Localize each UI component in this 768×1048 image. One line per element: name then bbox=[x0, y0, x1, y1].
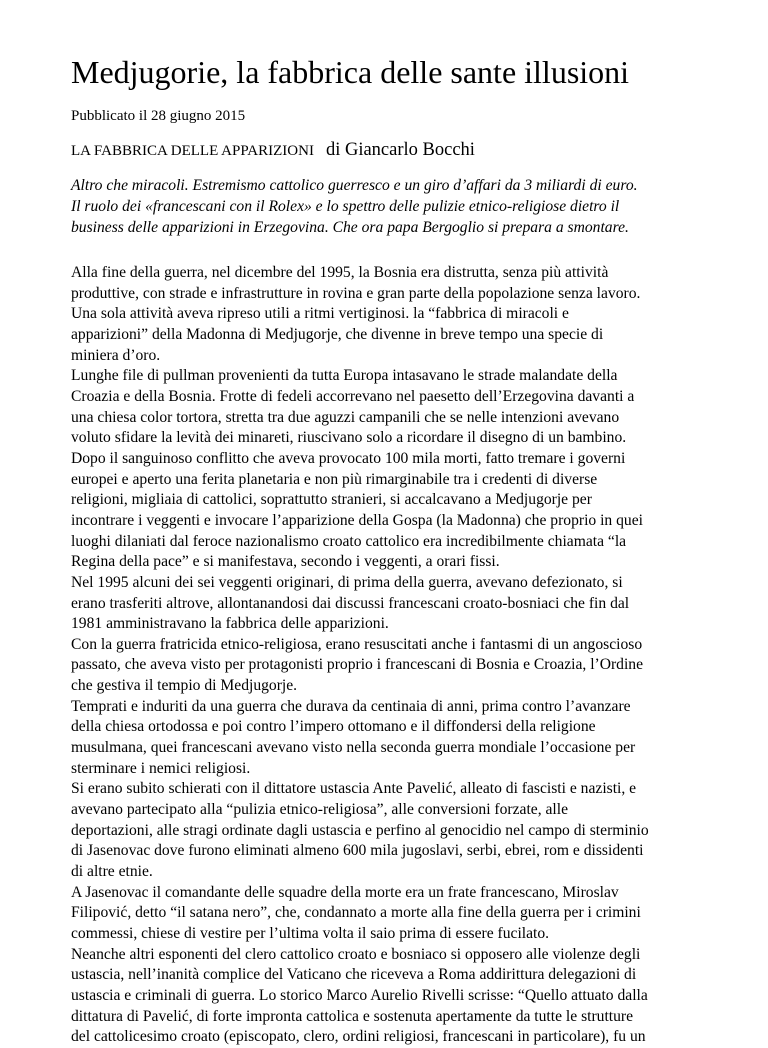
body-line: ustascia, nell’inanità complice del Vaticano che riceveva a Roma addirittura delegazioni di bbox=[71, 966, 637, 984]
body-line: voluto sfidare la levità dei minareti, riuscivano solo a ricordare il disegno di un bambino. bbox=[71, 429, 627, 447]
body-line: A Jasenovac il comandante delle squadre della morte era un frate francescano, Miroslav bbox=[71, 883, 619, 901]
body-line: incontrare i veggenti e invocare l’apparizione della Gospa (la Madonna) che proprio in quei bbox=[71, 511, 643, 529]
body-line: del cattolicesimo croato (episcopato, clero, ordini religiosi, francescani in particolare), fu un bbox=[71, 1028, 646, 1046]
body-line: religioni, migliaia di cattolici, soprattutto stranieri, si accalcavano a Medjugorje per bbox=[71, 491, 592, 509]
body-line: di Jasenovac dove furono eliminati almeno 600 mila jugoslavi, serbi, ebrei, rom e dissidenti bbox=[71, 842, 644, 860]
body-line: produttive, con strade e infrastrutture in rovina e gran parte della popolazione senza lavoro. bbox=[71, 284, 641, 302]
body-line: deportazioni, alle stragi ordinate dagli ustascia e perfino al genocidio nel campo di sterminio bbox=[71, 821, 649, 839]
body-line: Temprati e induriti da una guerra che durava da centinaia di anni, prima contro l’avanzare bbox=[71, 697, 631, 715]
byline bbox=[71, 139, 475, 162]
body-line: Dopo il sanguinoso conflitto che aveva provocato 100 mila morti, fatto tremare i governi bbox=[71, 449, 626, 467]
section-label: LA FABBRICA DELLE APPARIZIONI bbox=[71, 143, 314, 159]
body-line: erano trasferiti altrove, allontanandosi dai discussi francescani croato-bosniaci che fin dal bbox=[71, 594, 630, 612]
body-line: Filipović, detto “il satana nero”, che, condannato a morte alla fine della guerra per i crimini bbox=[71, 904, 641, 922]
body-line: una chiesa color tortora, stretta tra due aguzzi campanili che se nelle intenzioni avevano bbox=[71, 408, 620, 426]
body-line: della chiesa ortodossa e poi contro l’impero ottomano e il diffondersi della religione bbox=[71, 718, 596, 736]
body-line: di altre etnie. bbox=[71, 863, 153, 881]
body-line: sterminare i nemici religiosi. bbox=[71, 759, 251, 777]
lead-line: business delle apparizioni in Erzegovina. Che ora papa Bergoglio si prepara a smontare. bbox=[71, 218, 629, 236]
body-line: europei e aperto una ferita planetaria e non più rimarginabile tra i credenti di diverse bbox=[71, 470, 598, 488]
body-line: apparizioni” della Madonna di Medjugorje, che divenne in breve tempo una specie di bbox=[71, 325, 604, 343]
article-lead bbox=[71, 176, 638, 238]
body-line: avevano partecipato alla “pulizia etnico-religiosa”, alle conversioni forzate, alle bbox=[71, 801, 569, 819]
article-title: Medjugorie, la fabbrica delle sante illusioni bbox=[71, 54, 630, 90]
body-line: Neanche altri esponenti del clero cattolico croato e bosniaco si opposero alle violenze degli bbox=[71, 945, 641, 963]
body-line: commessi, chiese di vestire per l’ultima volta il saio prima di essere fucilato. bbox=[71, 925, 550, 942]
body-line: musulmana, quei francescani avevano visto nella seconda guerra mondiale l’occasione per bbox=[71, 739, 636, 757]
body-line: 1981 amministravano la fabbrica delle apparizioni. bbox=[71, 615, 389, 633]
body-line: Nel 1995 alcuni dei sei veggenti originari, di prima della guerra, avevano defezionato, si bbox=[71, 573, 623, 591]
publication-date: Pubblicato il 28 giugno 2015 bbox=[71, 108, 246, 124]
body-line: luoghi dilaniati dal feroce nazionalismo croato cattolico era incredibilmente chiamata “la bbox=[71, 532, 627, 550]
body-line: Alla fine della guerra, nel dicembre del 1995, la Bosnia era distrutta, senza più attività bbox=[71, 264, 609, 281]
lead-line: Il ruolo dei «francescani con il Rolex» e lo spettro delle pulizie etnico-religiose dietro il bbox=[71, 197, 620, 215]
body-line: Lunghe file di pullman provenienti da tutta Europa intasavano le strade malandate della bbox=[71, 367, 618, 385]
body-line: dittatura di Pavelić, di forte impronta cattolica e sostenuta apertamente da tutte le strutture bbox=[71, 1007, 634, 1025]
body-line: Regina della pace” e si manifestava, secondo i veggenti, a orari fissi. bbox=[71, 553, 500, 571]
article-body bbox=[71, 263, 649, 1048]
body-line: miniera d’oro. bbox=[71, 346, 161, 364]
body-line: che gestiva il tempio di Medjugorje. bbox=[71, 677, 298, 695]
body-line: ustascia e criminali di guerra. Lo storico Marco Aurelio Rivelli scrisse: “Quello attuato dalla bbox=[71, 986, 648, 1004]
author-name: di Giancarlo Bocchi bbox=[325, 140, 475, 160]
body-line: Si erano subito schierati con il dittatore ustascia Ante Pavelić, alleato di fascisti e nazisti, e bbox=[71, 780, 637, 798]
body-line: Croazia e della Bosnia. Frotte di fedeli accorrevano nel paesetto dell’Erzegovina davanti a bbox=[71, 387, 635, 405]
lead-line: Altro che miracoli. Estremismo cattolico guerresco e un giro d’affari da 3 miliardi di euro. bbox=[71, 177, 638, 194]
body-line: Con la guerra fratricida etnico-religiosa, erano resuscitati anche i fantasmi di un angoscioso bbox=[71, 635, 643, 653]
body-line: passato, che aveva visto per protagonisti proprio i francescani di Bosnia e Croazia, l’Ordine bbox=[71, 656, 644, 674]
body-line: Una sola attività aveva ripreso utili a ritmi vertiginosi. la “fabbrica di miracoli e bbox=[71, 305, 569, 323]
